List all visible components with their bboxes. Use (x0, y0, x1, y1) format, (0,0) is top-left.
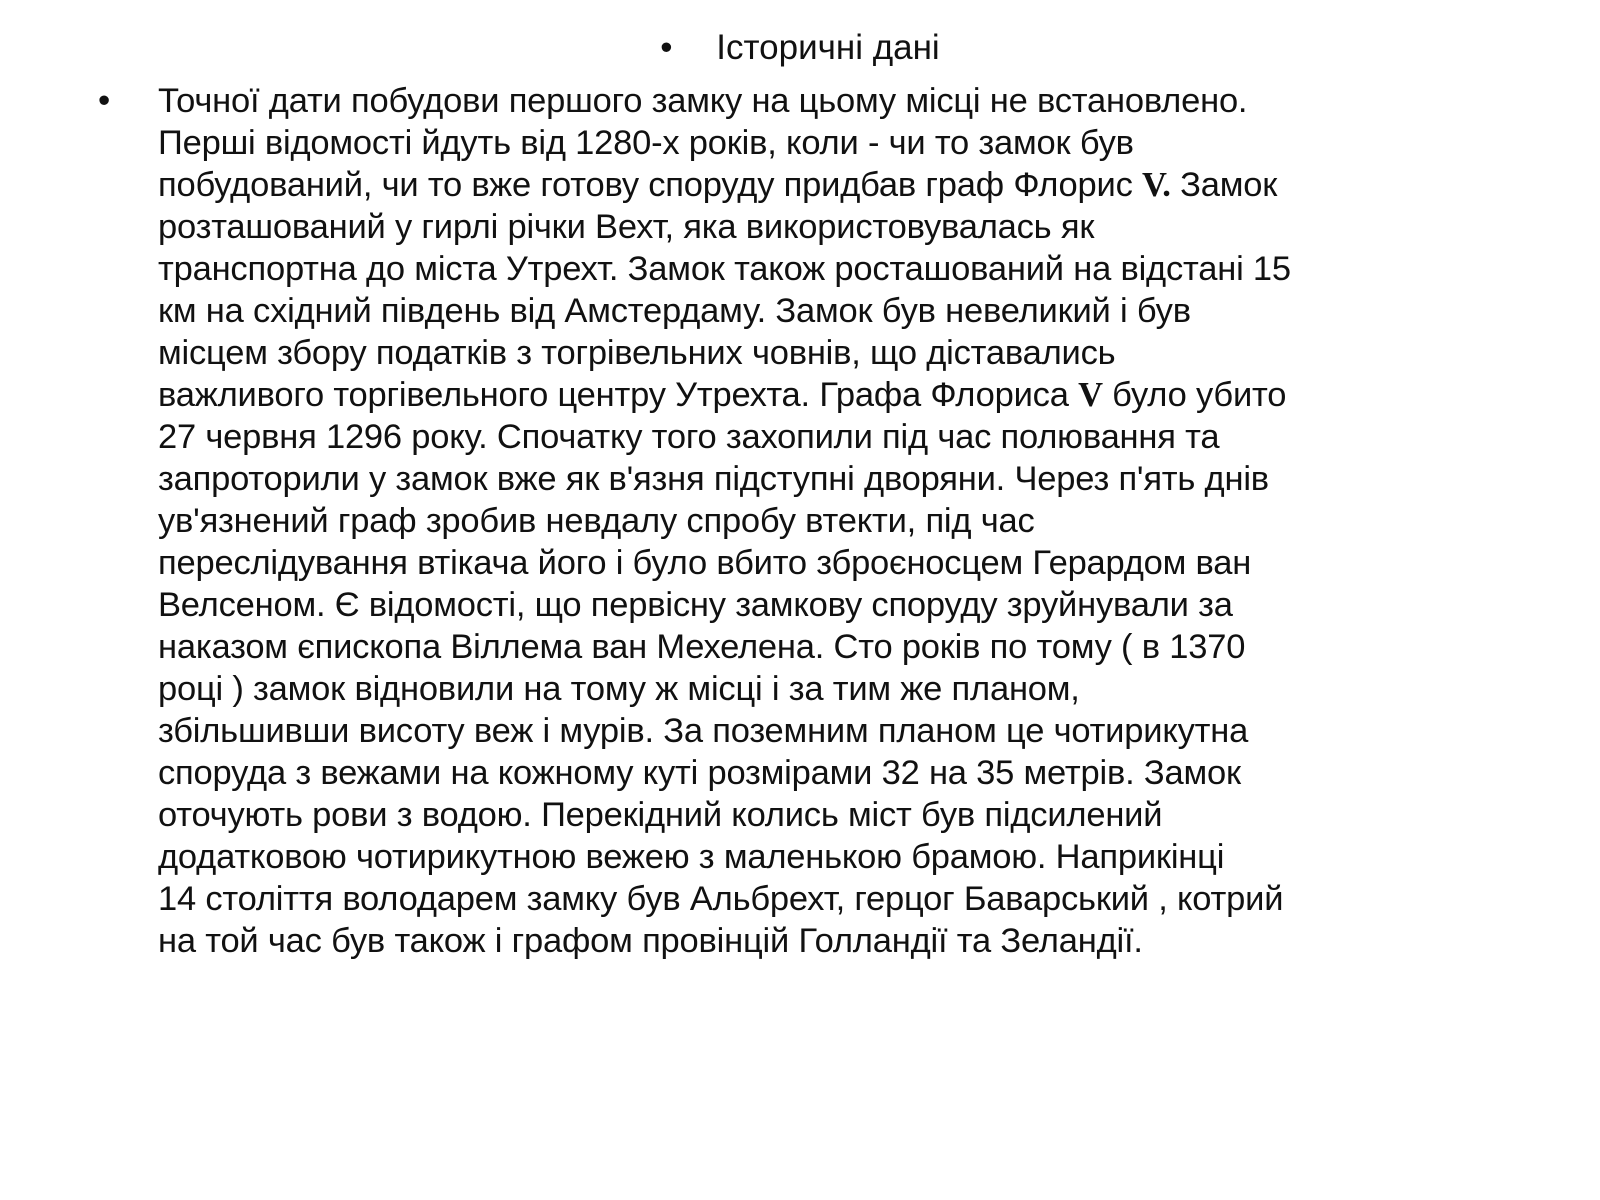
text-line: споруда з вежами на кожному куті розмірами 32 на 35 метрів. Замок (158, 754, 1241, 792)
text-line: 14 століття володарем замку був Альбрехт, герцог Баварський , котрий (158, 880, 1284, 918)
body-text (158, 80, 1538, 962)
heading-bullet: • (660, 28, 673, 67)
text-line: додатковою чотирикутною вежею з маленькою брамою. Наприкінці (158, 838, 1225, 876)
text-line: Велсеном. Є відомості, що первісну замкову споруду зруйнували за (158, 586, 1233, 624)
roman-numeral: V. (1142, 166, 1171, 204)
text-line: на той час був також і графом провінцій Голландії та Зеландії. (158, 922, 1143, 960)
text-line: Точної дати побудови першого замку на цьому місці не встановлено. (158, 82, 1248, 120)
text-line: км на східний південь від Амстердаму. Замок був невеликий і був (158, 292, 1191, 330)
text-line: оточують рови з водою. Перекідний колись міст був підсилений (158, 796, 1163, 834)
slide-heading (0, 26, 1600, 70)
text-line: збільшивши висоту веж і мурів. За поземним планом це чотирикутна (158, 712, 1249, 750)
text-line: розташований у гирлі річки Вехт, яка використовувалась як (158, 208, 1095, 246)
text-line: побудований, чи то вже готову споруду придбав граф Флорис V. Замок (158, 166, 1278, 204)
roman-numeral: V (1078, 376, 1103, 414)
text-line: наказом єпископа Віллема ван Мехелена. Сто років по тому ( в 1370 (158, 628, 1246, 666)
heading-text: Історичні дані (716, 28, 940, 67)
body-bullet: • (98, 81, 111, 120)
text-line: запроторили у замок вже як в'язня підступні дворяни. Через п'ять днів (158, 460, 1269, 498)
text-line: транспортна до міста Утрехт. Замок також росташований на відстані 15 (158, 250, 1291, 288)
text-line: переслідування втікача його і було вбито зброєносцем Герардом ван (158, 544, 1252, 582)
text-line: важливого торгівельного центру Утрехта. Графа Флориса V було убито (158, 376, 1287, 414)
text-line: році ) замок відновили на тому ж місці і за тим же планом, (158, 670, 1080, 708)
text-line: 27 червня 1296 року. Спочатку того захопили під час полювання та (158, 418, 1220, 456)
text-line: ув'язнений граф зробив невдалу спробу втекти, під час (158, 502, 1035, 540)
text-line: місцем збору податків з тогрівельних човнів, що діставались (158, 334, 1116, 372)
text-line: Перші відомості йдуть від 1280-х років, коли - чи то замок був (158, 124, 1134, 162)
